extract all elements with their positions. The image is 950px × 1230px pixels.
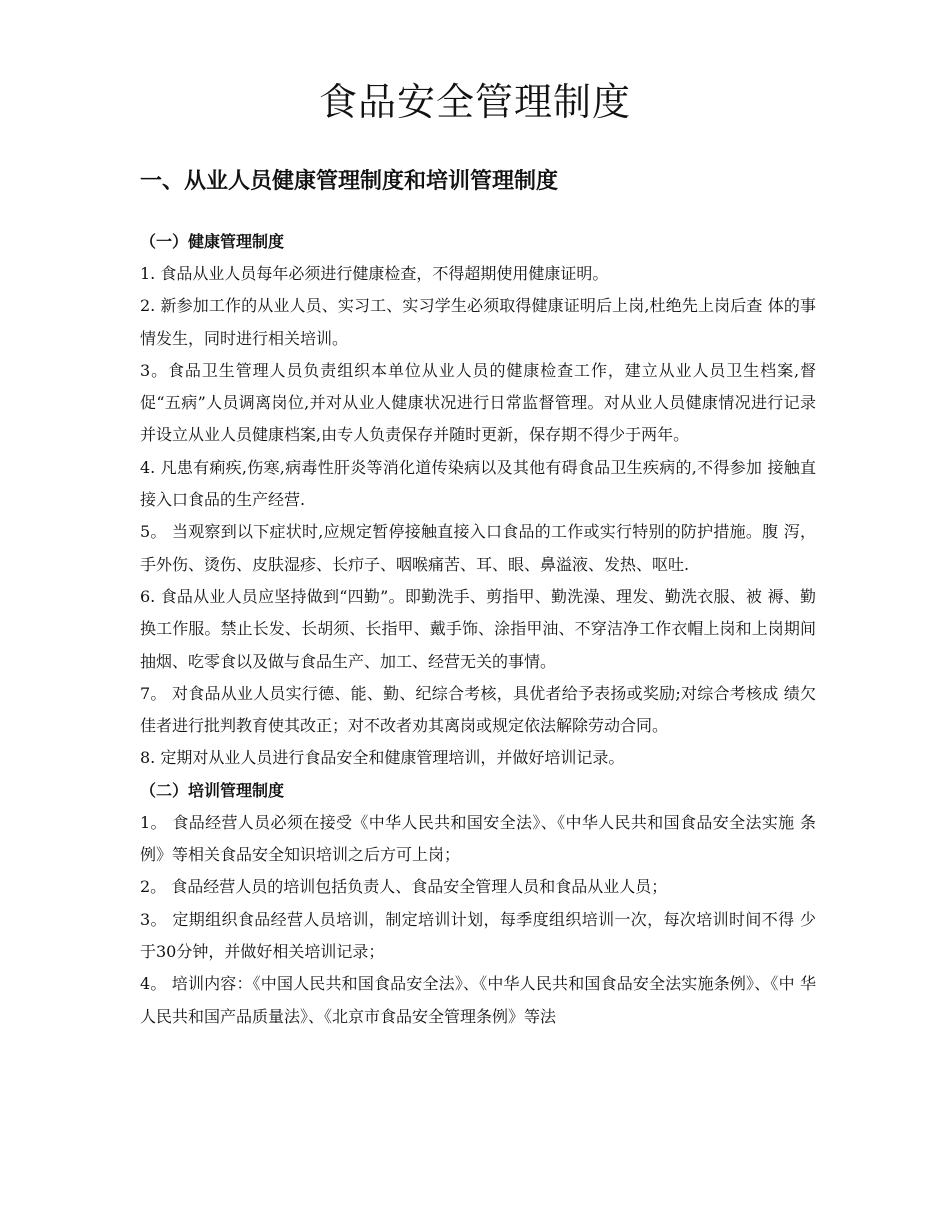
training-management-heading: （二）培训管理制度 — [140, 780, 285, 800]
section-heading: 一、从业人员健康管理制度和培训管理制度 — [140, 169, 559, 194]
health-item-4: 4. 凡患有痢疾,伤寒,病毒性肝炎等消化道传染病以及其他有碍食品卫生疾病的,不得参加 接触直接入口食品的生产经营. — [140, 457, 816, 510]
health-item-2: 2. 新参加工作的从业人员、实习工、实习学生必须取得健康证明后上岗,杜绝先上岗后查 体的事情发生，同时进行相关培训。 — [140, 296, 816, 348]
training-item-1: 1。 食品经营人员必须在接受《中华人民共和国安全法》、《中华人民共和国食品安全法实施 条例》等相关食品安全知识培训之后方可上岗； — [140, 812, 816, 865]
health-item-1: 1. 食品从业人员每年必须进行健康检查，不得超期使用健康证明。 — [140, 264, 609, 283]
health-management-heading: （一）健康管理制度 — [140, 232, 285, 251]
training-item-2: 2。 食品经营人员的培训包括负责人、食品安全管理人员和食品从业人员； — [140, 877, 668, 897]
document-title: 食品安全管理制度 — [318, 80, 631, 124]
health-item-8: 8. 定期对从业人员进行食品安全和健康管理培训，并做好培训记录。 — [140, 748, 625, 768]
training-item-4: 4。 培训内容：《中国人民共和国食品安全法》、《中华人民共和国食品安全法实施条例》、《中 华人民共和国产品质量法》、《北京市食品安全管理条例》等法 — [140, 974, 816, 1026]
health-item-3: 3。食品卫生管理人员负责组织本单位从业人员的健康检查工作，建立从业人员卫生档案,督 促“五病”人员调离岗位,并对从业人健康状况进行日常监督管理。对从业人员健康情况进行记录并设立从业人员健康档案,由专人负责保存并随时更新，保存期不得少于两年。 — [140, 360, 816, 445]
health-item-6: 6. 食品从业人员应坚持做到“四勤”。即勤洗手、剪指甲、勤洗澡、理发、勤洗衣服、被 褥、勤换工作服。禁止长发、长胡须、长指甲、戴手饰、涂指甲油、不穿洁净工作衣帽上岗和上岗期间抽烟、吃零食以及做与食品生产、加工、经营无关的事情。 — [140, 586, 816, 671]
document-body — [140, 226, 816, 1033]
training-item-3: 3。 定期组织食品经营人员培训，制定培训计划，每季度组织培训一次，每次培训时间不得 少于30分钟，并做好相关培训记录； — [140, 909, 816, 961]
health-item-5: 5。 当观察到以下症状时,应规定暂停接触直接入口食品的工作或实行特别的防护措施。腹 泻，手外伤、烫伤、皮肤湿疹、长疖子、咽喉痛苦、耳、眼、鼻溢液、发热、呕吐. — [140, 522, 816, 574]
health-item-7: 7。 对食品从业人员实行德、能、勤、纪综合考核，具优者给予表扬或奖励;对综合考核成 绩欠佳者进行批判教育使其改正；对不改者劝其离岗或规定依法解除劳动合同。 — [140, 683, 816, 736]
